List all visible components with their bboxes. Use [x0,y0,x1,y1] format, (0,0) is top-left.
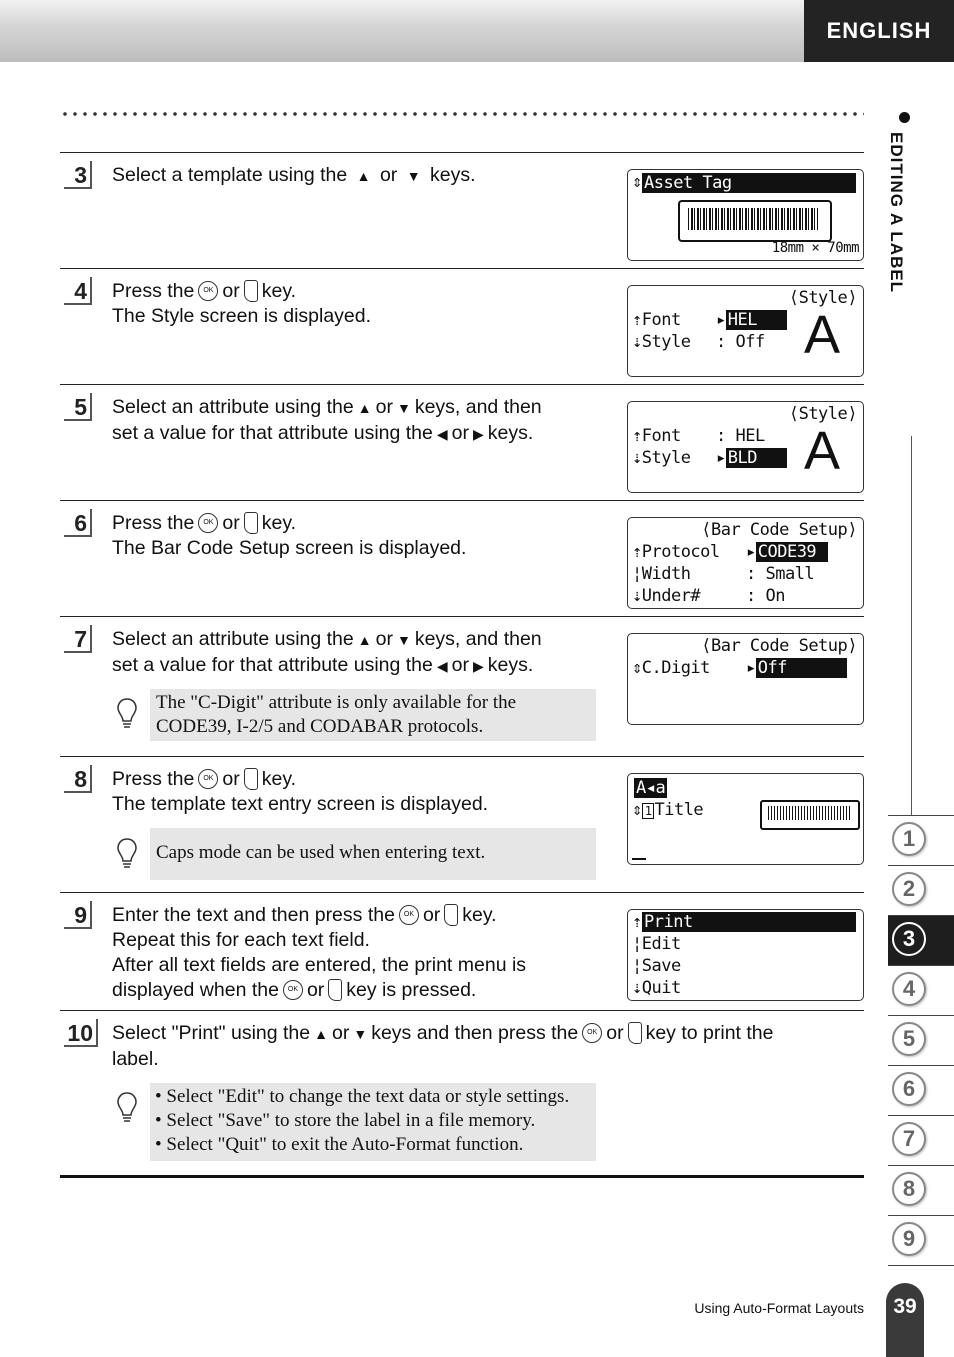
label-preview-icon [678,200,832,242]
lcd-row: ⇡Font [632,310,681,330]
step-number: 10 [64,1019,98,1047]
up-arrow-icon: ▲ [356,168,371,184]
enter-key-icon [244,512,258,534]
chapter-tab-5[interactable] [888,1015,954,1065]
lcd-row-value: : On [746,586,785,606]
text: Select an attribute using the [112,628,354,650]
step-4 [60,268,864,385]
text: or [222,280,240,302]
tip-bulb-icon [116,697,138,731]
lcd-row-value: ▸ BLD [716,448,787,468]
text: Press the [112,768,195,790]
lcd-screen [627,285,864,377]
chapter-number: 4 [892,972,926,1006]
step-6 [60,500,864,617]
chapter-number: 8 [892,1172,926,1206]
ok-key-icon: OK [399,905,419,925]
text: set a value for that attribute using the [112,654,433,676]
step-text [112,511,612,561]
lcd-glyph: A [804,421,840,481]
step-text [112,163,612,189]
note-line: • Select "Edit" to change the text data or style settings. [155,1086,570,1107]
lcd-row: ⇣Under# [632,586,701,606]
text: or [375,628,393,650]
lcd-row-value: ▸ Off [746,658,847,678]
up-arrow-icon: ▲ [357,400,372,416]
chapter-tab-9[interactable] [888,1215,954,1266]
step-text [112,903,612,1003]
step-number: 9 [64,901,92,929]
step-number: 8 [64,765,92,793]
bullet-icon [899,112,910,123]
lcd-screen [627,909,864,1001]
text: or [331,1022,350,1044]
side-rule [911,436,912,816]
chapter-number: 3 [892,922,926,956]
lcd-row: ⇕C.Digit [632,658,710,678]
bottom-rule [60,1175,864,1178]
right-arrow-icon: ▶ [473,426,484,442]
step-7 [60,616,864,757]
text: keys, and then [414,396,542,418]
text: label. [112,1048,159,1070]
chapter-tab-2[interactable] [888,865,954,915]
chapter-tab-3[interactable] [888,915,954,965]
text: key. [462,904,497,926]
ok-key-icon: OK [198,769,218,789]
chapter-tab-8[interactable] [888,1165,954,1215]
text: keys and then press the [371,1022,579,1044]
text: Select an attribute using the [112,396,354,418]
ok-key-icon: OK [198,513,218,533]
text: keys. [429,164,476,186]
lcd-header: ⟨Style⟩ [788,288,857,308]
left-arrow-icon: ◀ [436,658,448,674]
lcd-size: 18mm × 70mm [771,240,859,256]
chapter-tab-6[interactable] [888,1065,954,1115]
down-arrow-icon: ▼ [406,168,421,184]
down-arrow-icon: ▼ [396,400,411,416]
step-number: 3 [64,161,92,189]
text: Press the [112,512,195,534]
chapter-number: 6 [892,1072,926,1106]
step-number: 4 [64,277,92,305]
lcd-screen [627,633,864,725]
step-number: 6 [64,509,92,537]
lcd-menu-item-print: Print [642,912,856,932]
text: key is pressed. [346,979,477,1001]
text: Select "Print" using the [112,1022,311,1044]
text: key. [261,512,297,534]
text: Repeat this for each text field. [112,929,370,951]
enter-key-icon [244,280,258,302]
lcd-caps-mode: A◂a [636,778,666,798]
text: The template text entry screen is displayed. [112,793,489,815]
step-number: 7 [64,625,92,653]
text: or [451,422,469,444]
step-5 [60,384,864,501]
step-text [112,1021,872,1072]
tip-note [150,689,596,741]
step-text [112,279,612,329]
text: keys. [487,654,534,676]
note-line: • Select "Quit" to exit the Auto-Format function. [155,1134,524,1155]
ok-key-icon: OK [582,1023,602,1043]
text: Press the [112,280,195,302]
lcd-row-value: : Off [716,332,765,352]
ok-key-icon: OK [283,980,303,1000]
text: Enter the text and then press the [112,904,395,926]
chapter-tab-7[interactable] [888,1115,954,1165]
chapter-index [888,815,954,1266]
note-line: The "C-Digit" attribute is only available for the [156,692,517,713]
chapter-tab-1[interactable] [888,815,954,865]
step-text [112,395,612,447]
lcd-line: Asset Tag [642,173,856,193]
lcd-scroll-icon: ⇡ [632,912,642,932]
text: Select a template using the [112,164,348,186]
page-number: 39 [886,1283,924,1357]
lcd-glyph: A [804,305,840,365]
text: The Bar Code Setup screen is displayed. [112,537,467,559]
step-text [112,767,612,817]
text: or [422,904,441,926]
label-preview-icon [760,800,860,830]
dotted-divider [60,111,864,117]
tip-bulb-icon [116,1091,138,1125]
lcd-menu-item-quit: ⇣Quit [632,978,681,998]
up-arrow-icon: ▲ [314,1026,328,1042]
lcd-row-value: : Small [746,564,815,584]
chapter-number: 2 [892,872,926,906]
step-10 [60,1010,864,1176]
lcd-menu-item-save: ¦Save [632,956,681,976]
text: After all text fields are entered, the print menu is [112,954,527,976]
lcd-row-value: ▸ HEL [716,310,787,330]
chapter-number: 9 [892,1222,926,1256]
note-line: Caps mode can be used when entering text. [156,842,486,863]
section-title [887,112,916,332]
lcd-header: ⟨Style⟩ [788,404,857,424]
lcd-header: ⟨Bar Code Setup⟩ [701,520,857,540]
enter-key-icon [628,1022,642,1044]
text: key. [261,280,297,302]
lcd-row: ⇕ 1 Title [632,800,704,820]
lcd-row-value: ▸ CODE39 [746,542,828,562]
text: displayed when the [112,979,279,1001]
lcd-screen [627,517,864,609]
lcd-screen [627,401,864,493]
text: or [222,512,240,534]
step-8 [60,756,864,893]
up-arrow-icon: ▲ [357,632,372,648]
lcd-screen [627,169,864,261]
lcd-scroll-icon: ⇕ [632,172,642,192]
step-number: 5 [64,393,92,421]
lcd-menu-item-edit: ¦Edit [632,934,681,954]
step-3 [60,152,864,269]
down-arrow-icon: ▼ [353,1026,368,1042]
header-bar [0,0,804,62]
language-tab: ENGLISH [804,0,954,62]
lcd-row: ⇣Style [632,448,691,468]
text: keys, and then [414,628,542,650]
tip-bulb-icon [116,837,138,871]
text: key. [261,768,297,790]
section-title-text: EDITING A LABEL [887,132,906,294]
step-9 [60,892,864,1011]
lcd-header: ⟨Bar Code Setup⟩ [701,636,857,656]
note-line: CODE39, I-2/5 and CODABAR protocols. [156,716,484,737]
lcd-screen [627,773,864,865]
text: or [606,1022,624,1044]
text: The Style screen is displayed. [112,305,372,327]
text: or [306,979,325,1001]
text: or [379,164,398,186]
text: or [451,654,469,676]
enter-key-icon [244,768,258,790]
lcd-row: ⇡Protocol [632,542,720,562]
right-arrow-icon: ▶ [473,658,484,674]
text: or [375,396,393,418]
text: set a value for that attribute using the [112,422,433,444]
note-line: • Select "Save" to store the label in a file memory. [155,1110,536,1131]
lcd-cursor [632,858,646,860]
ok-key-icon: OK [198,281,218,301]
tip-note [150,828,596,880]
footer-text: Using Auto-Format Layouts [694,1300,864,1316]
lcd-row: ⇡Font [632,426,681,446]
text: keys. [487,422,534,444]
lcd-row: ⇣Style [632,332,691,352]
enter-key-icon [444,904,458,926]
chapter-tab-4[interactable] [888,965,954,1015]
left-arrow-icon: ◀ [436,426,448,442]
down-arrow-icon: ▼ [396,632,411,648]
step-text [112,627,612,679]
tip-note [150,1083,596,1161]
chapter-number: 7 [892,1122,926,1156]
text: key to print the [645,1022,774,1044]
text: or [222,768,240,790]
chapter-number: 5 [892,1022,926,1056]
enter-key-icon [328,979,342,1001]
lcd-row-value: : HEL [716,426,765,446]
lcd-row: ¦Width [632,564,691,584]
chapter-number: 1 [892,822,926,856]
